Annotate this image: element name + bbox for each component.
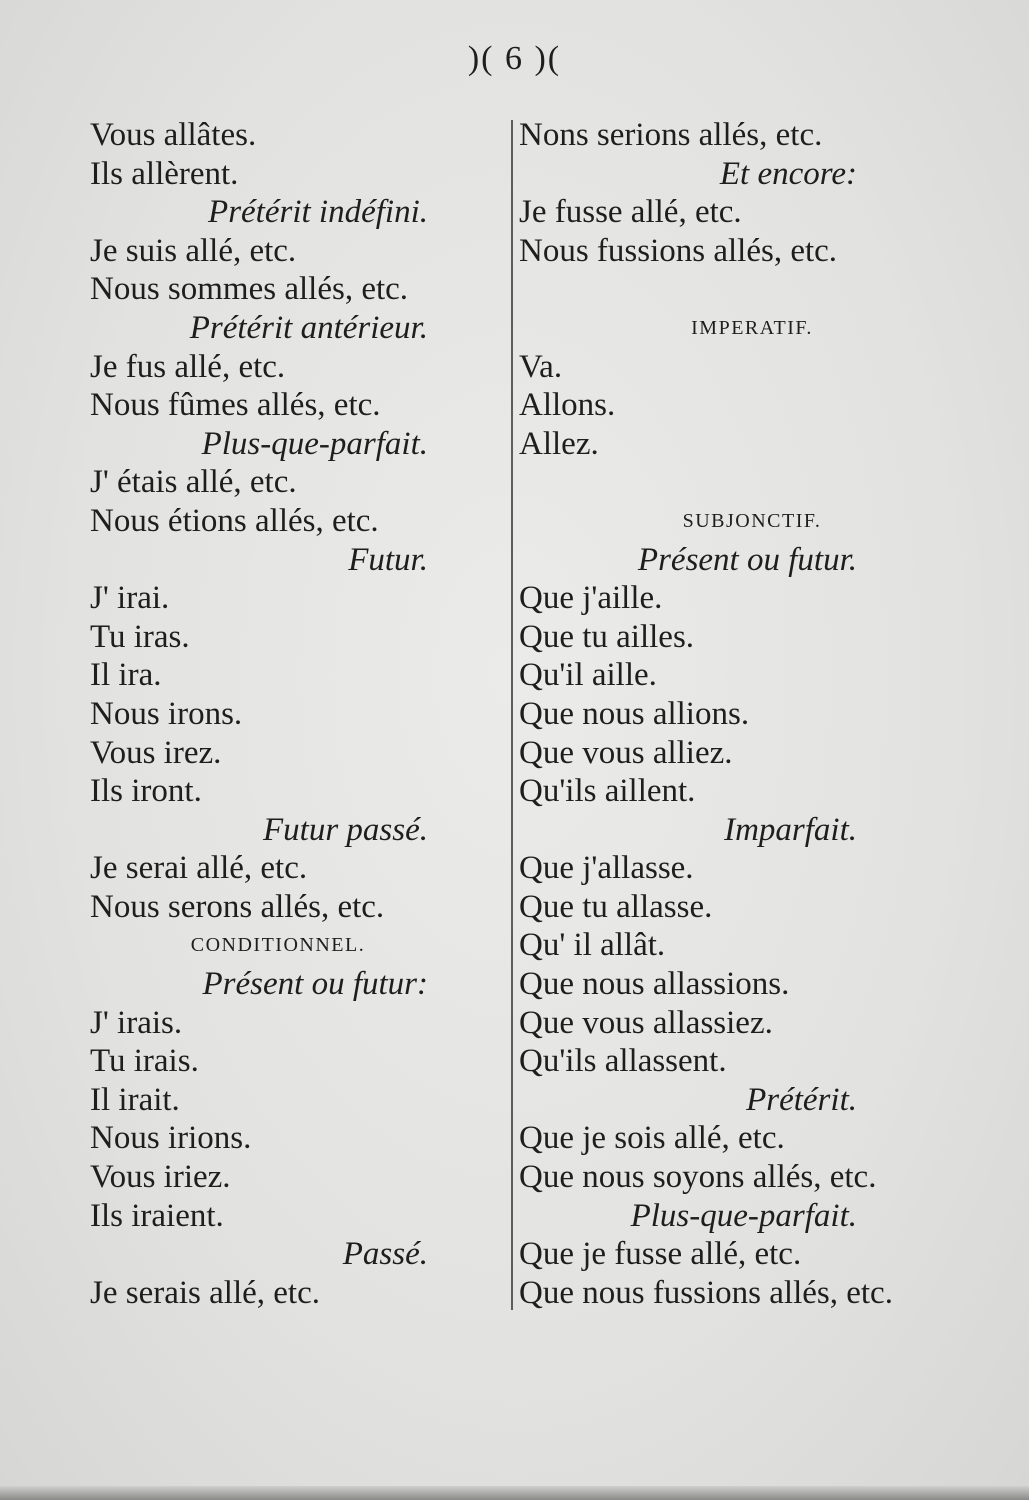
text-line: Que je fusse allé, etc. [519,1236,802,1273]
text-line: Il ira. [90,657,162,694]
text-line: Je serai allé, etc. [90,850,308,887]
right-column [517,116,967,1312]
text-line: Nous serons allés, etc. [90,888,385,925]
text-line: Que nous allions. [519,695,750,732]
text-line: Que tu allasse. [519,888,713,925]
text-line: Nous irions. [90,1120,252,1157]
text-line: Qu'ils allassent. [519,1043,727,1080]
text-line: Nous étions allés, etc. [90,502,379,539]
tense-heading: Imparfait. [724,811,857,848]
page-number-header: )( 6 )( [467,40,562,77]
text-line: Que j'allasse. [519,850,694,887]
text-line: Vous irez. [90,734,222,771]
text-line: J' irai. [90,580,170,617]
tense-heading: Passé. [342,1236,428,1273]
tense-heading: Et encore: [719,155,857,192]
text-line: Qu'ils aillent. [519,773,696,810]
text-line: Je fus allé, etc. [90,348,286,385]
text-line: Je fusse allé, etc. [519,194,742,231]
mood-heading: SUBJONCTIF. [682,509,822,532]
text-line: Ils iront. [90,773,202,810]
text-line: Je serais allé, etc. [90,1274,320,1311]
text-line: Que nous fussions allés, etc. [519,1274,893,1311]
tense-heading: Futur. [348,541,428,578]
tense-heading: Prétérit antérieur. [189,309,428,346]
text-line: Vous iriez. [90,1159,231,1196]
text-line: Que tu ailles. [519,618,695,655]
text-line: Ils allèrent. [90,155,239,192]
text-line: Allez. [519,425,599,462]
text-line: Ils iraient. [90,1197,224,1234]
text-line: J' étais allé, etc. [90,464,297,501]
text-line: J' irais. [90,1004,183,1041]
text-line: Que je sois allé, etc. [519,1120,785,1157]
text-line: Que j'aille. [519,580,663,617]
text-line: Que vous alliez. [519,734,733,771]
text-line: Nons serions allés, etc. [519,117,823,153]
text-line: Nous irons. [90,695,243,732]
tense-heading: Futur passé. [263,811,428,848]
mood-heading: IMPERATIF. [691,316,813,339]
text-line: Je suis allé, etc. [90,232,297,269]
text-line: Qu'il aille. [519,657,657,694]
text-line: Va. [519,348,563,385]
text-line: Que nous allassions. [519,966,790,1003]
left-column [88,116,498,1312]
text-line: Que vous allassiez. [519,1004,773,1041]
text-line: Vous allâtes. [90,117,257,153]
spacer [517,270,967,309]
mood-heading: CONDITIONNEL. [190,934,366,957]
page-bottom-edge [0,1486,1029,1500]
column-divider [511,120,513,1310]
text-line: Nous fûmes allés, etc. [90,387,381,424]
tense-heading: Présent ou futur. [637,541,857,578]
tense-heading: Plus-que-parfait. [630,1197,857,1234]
spacer [517,463,967,502]
text-line: Que nous soyons allés, etc. [519,1159,877,1196]
text-line: Il irait. [90,1081,180,1118]
text-line: Tu irais. [90,1043,199,1080]
text-line: Tu iras. [90,618,190,655]
text-line: Nous fussions allés, etc. [519,232,838,269]
tense-heading: Prétérit indéfini. [208,194,428,231]
tense-heading: Présent ou futur: [202,966,428,1003]
text-line: Qu' il allât. [519,927,666,964]
text-line: Allons. [519,387,616,424]
tense-heading: Prétérit. [746,1081,857,1118]
text-line: Nous sommes allés, etc. [90,271,409,308]
tense-heading: Plus-que-parfait. [201,425,428,462]
